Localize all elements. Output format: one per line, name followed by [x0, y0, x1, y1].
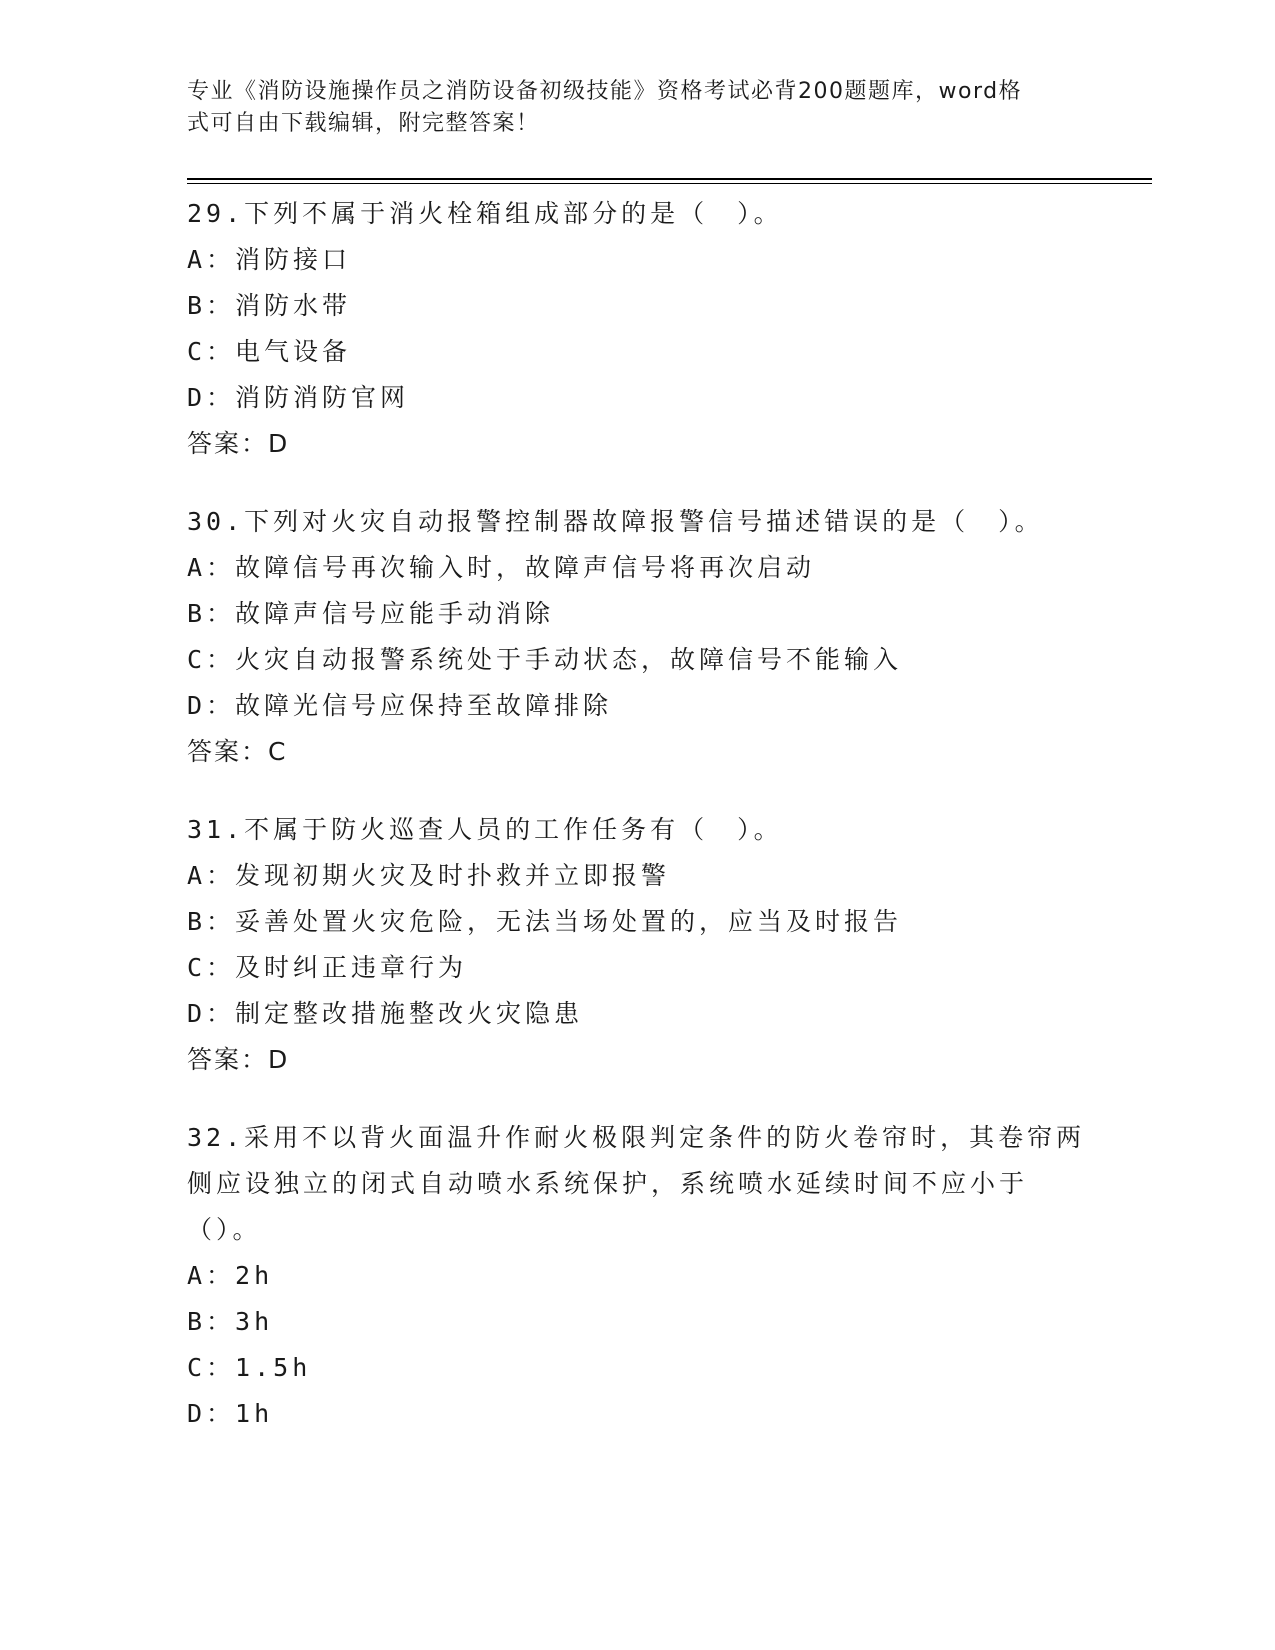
question-29 — [187, 191, 1087, 467]
option-b: B：妥善处置火灾危险，无法当场处置的，应当及时报告 — [187, 907, 903, 936]
option-d: D：故障光信号应保持至故障排除 — [187, 691, 613, 720]
answer-line: 答案：D — [187, 429, 290, 458]
option-b: B：消防水带 — [187, 291, 352, 320]
question-stem: 30.下列对火灾自动报警控制器故障报警信号描述错误的是（ ）。 — [187, 507, 1044, 536]
option-c: C：1.5h — [187, 1353, 312, 1382]
option-b: B：3h — [187, 1307, 274, 1336]
option-a: A：2h — [187, 1261, 274, 1290]
option-c: C：及时纠正违章行为 — [187, 953, 468, 982]
header-divider-thick — [187, 178, 1152, 180]
option-d: D：消防消防官网 — [187, 383, 410, 412]
question-list — [187, 191, 1087, 1469]
option-a: A：发现初期火灾及时扑救并立即报警 — [187, 861, 671, 890]
question-31 — [187, 807, 1087, 1083]
answer-line: 答案：C — [187, 737, 288, 766]
header-line-1: 专业《消防设施操作员之消防设备初级技能》资格考试必背200题题库，word格 — [187, 79, 1023, 104]
option-a: A：故障信号再次输入时，故障声信号将再次启动 — [187, 553, 816, 582]
option-c: C：电气设备 — [187, 337, 352, 366]
question-stem: 31.不属于防火巡查人员的工作任务有（ ）。 — [187, 815, 783, 844]
option-d: D：1h — [187, 1399, 274, 1428]
option-b: B：故障声信号应能手动消除 — [187, 599, 555, 628]
header-line-2: 式可自由下载编辑，附完整答案！ — [187, 111, 540, 136]
document-header — [187, 76, 1067, 140]
header-divider-thin — [187, 183, 1152, 184]
question-32 — [187, 1115, 1087, 1437]
question-30 — [187, 499, 1087, 775]
option-c: C：火灾自动报警系统处于手动状态，故障信号不能输入 — [187, 645, 903, 674]
question-stem: 32.采用不以背火面温升作耐火极限判定条件的防火卷帘时，其卷帘两侧应设独立的闭式自动喷水系统保护，系统喷水延续时间不应小于（）。 — [187, 1123, 1086, 1244]
option-d: D：制定整改措施整改火灾隐患 — [187, 999, 584, 1028]
option-a: A：消防接口 — [187, 245, 352, 274]
answer-line: 答案：D — [187, 1045, 290, 1074]
question-stem: 29.下列不属于消火栓箱组成部分的是（ ）。 — [187, 199, 783, 228]
